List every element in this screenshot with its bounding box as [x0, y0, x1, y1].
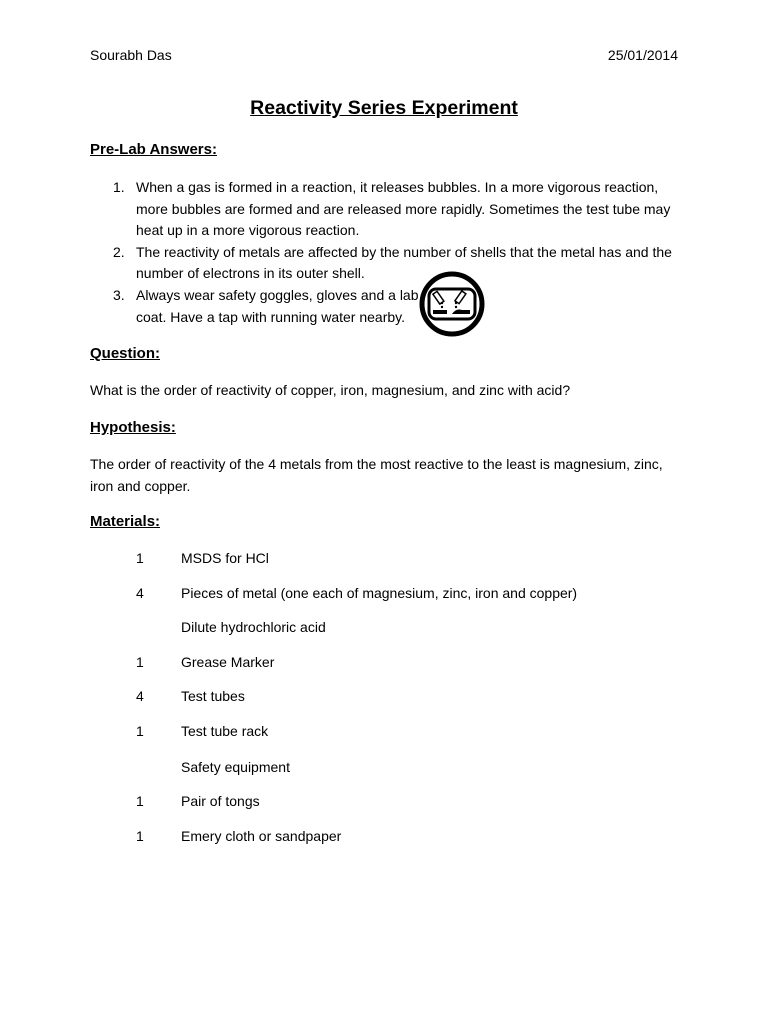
material-quantity: 1 [136, 793, 144, 809]
list-item-text-line: When a gas is formed in a reaction, it releases bubbles. In a more vigorous reaction, [136, 179, 659, 195]
prelab-heading: Pre-Lab Answers: [90, 141, 217, 158]
list-number: 2. [113, 244, 125, 260]
question-heading: Question: [90, 345, 160, 362]
material-quantity: 4 [136, 688, 144, 704]
list-item-text-line: Always wear safety goggles, gloves and a lab [136, 287, 419, 303]
material-name: Pair of tongs [181, 793, 260, 809]
author-name: Sourabh Das [90, 47, 172, 63]
material-quantity: 1 [136, 550, 144, 566]
materials-heading: Materials: [90, 513, 161, 530]
material-name: Test tube rack [181, 723, 269, 739]
hypothesis-text-line: iron and copper. [90, 478, 191, 494]
list-item-text-line: more bubbles are formed and are released more rapidly. Sometimes the test tube may [136, 201, 671, 217]
material-name: Test tubes [181, 688, 245, 704]
material-quantity: 1 [136, 654, 144, 670]
list-item-text-line: The reactivity of metals are affected by the number of shells that the metal has and the [136, 244, 672, 260]
list-item-text-line: heat up in a more vigorous reaction. [136, 222, 360, 238]
material-quantity: 1 [136, 828, 144, 844]
corrosive-hazard-icon [418, 270, 486, 338]
material-name: Safety equipment [181, 759, 290, 775]
hypothesis-text-line: The order of reactivity of the 4 metals from the most reactive to the least is magnesium, zinc, [90, 456, 663, 472]
hypothesis-heading: Hypothesis: [90, 419, 176, 436]
question-text: What is the order of reactivity of copper, iron, magnesium, and zinc with acid? [90, 382, 571, 398]
material-name: Dilute hydrochloric acid [181, 619, 326, 635]
material-name: MSDS for HCl [181, 550, 269, 566]
material-name: Grease Marker [181, 654, 275, 670]
material-quantity: 1 [136, 723, 144, 739]
list-item-text-line: coat. Have a tap with running water nearby. [136, 309, 406, 325]
material-quantity: 4 [136, 585, 144, 601]
list-number: 1. [113, 179, 125, 195]
material-name: Emery cloth or sandpaper [181, 828, 342, 844]
page-title: Reactivity Series Experiment [250, 97, 518, 119]
list-number: 3. [113, 287, 125, 303]
report-date: 25/01/2014 [607, 47, 678, 63]
material-name: Pieces of metal (one each of magnesium, zinc, iron and copper) [181, 585, 578, 601]
list-item-text-line: number of electrons in its outer shell. [136, 265, 365, 281]
